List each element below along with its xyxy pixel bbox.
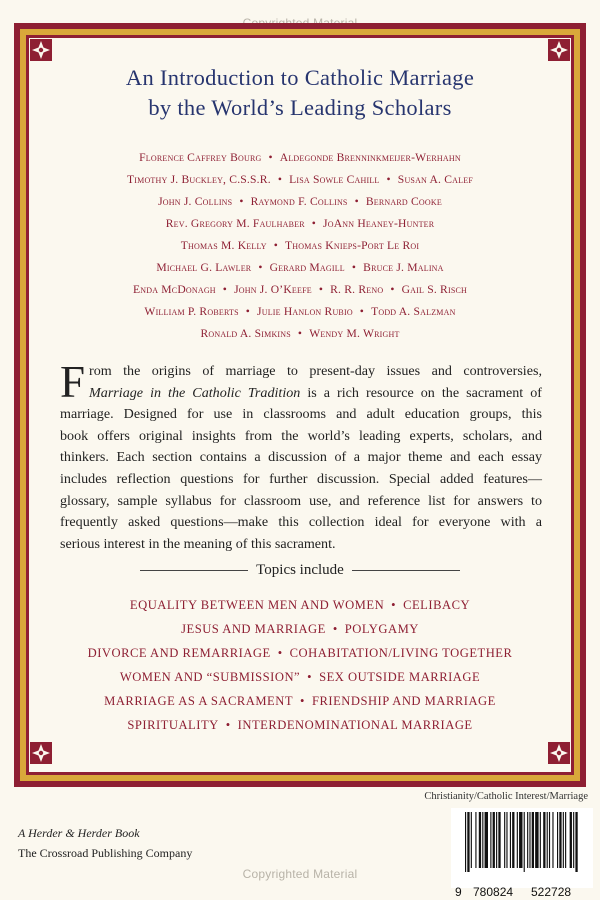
- contributor-name: John J. O’Keefe: [234, 283, 312, 296]
- contributor-name: Bernard Cooke: [365, 195, 442, 208]
- bullet-separator: •: [354, 195, 359, 208]
- divider: [352, 570, 460, 571]
- topics-row: [44, 689, 556, 713]
- contributor-name: Aldegonde Brenninkmeijer-Werhahn: [279, 151, 461, 164]
- description-line: frequently asked questions—make this collection ideal for everyone with a: [60, 514, 542, 531]
- contributor-name: Wendy M. Wright: [309, 327, 400, 340]
- topic-item: COHABITATION/LIVING TOGETHER: [289, 646, 513, 660]
- bullet-separator: •: [307, 670, 313, 684]
- contributor-name: Thomas Knieps-Port Le Roi: [285, 239, 420, 252]
- topic-item: DIVORCE AND REMARRIAGE: [87, 646, 271, 660]
- topics-row: [44, 665, 556, 689]
- contributor-name: Timothy J. Buckley, C.S.S.R.: [127, 173, 271, 186]
- headline-line: An Introduction to Catholic Marriage: [125, 65, 475, 90]
- bullet-separator: •: [351, 261, 357, 274]
- bullet-separator: •: [359, 305, 365, 318]
- description-line: book offers original insights from the world’s leading experts, scholars, and: [60, 427, 542, 444]
- bullet-separator: •: [258, 261, 263, 274]
- description-line: glossary, sample syllabus for classroom use, and reference list for answers to: [60, 492, 542, 509]
- contributor-name: Lisa Sowle Cahill: [289, 173, 380, 186]
- topic-item: FRIENDSHIP AND MARRIAGE: [311, 694, 496, 708]
- contributors-row: [44, 257, 556, 279]
- contributor-name: Florence Caffrey Bourg: [139, 151, 262, 164]
- bullet-separator: •: [245, 305, 251, 318]
- contributor-name: Thomas M. Kelly: [180, 239, 267, 252]
- bullet-separator: •: [225, 718, 231, 732]
- contributors-row: [44, 323, 556, 345]
- contributor-name: William P. Roberts: [144, 305, 239, 318]
- topics-heading-label: Topics include: [256, 562, 344, 578]
- corner-ornament-icon: [548, 39, 570, 61]
- barcode-lead-digit: 9: [455, 885, 462, 899]
- contributor-name: Gail S. Risch: [401, 283, 468, 296]
- watermark-bottom: Copyrighted Material: [242, 867, 358, 881]
- publisher-block: [18, 823, 192, 863]
- bullet-separator: •: [332, 622, 338, 636]
- topic-item: SPIRITUALITY: [127, 718, 219, 732]
- bullet-separator: •: [300, 694, 305, 708]
- contributor-name: JoAnn Heaney-Hunter: [323, 217, 435, 230]
- contributor-name: Michael G. Lawler: [156, 261, 252, 274]
- bullet-separator: •: [318, 283, 324, 296]
- category-label: Christianity/Catholic Interest/Marriage: [424, 791, 588, 802]
- bullet-separator: •: [277, 646, 283, 660]
- topic-item: MARRIAGE AS A SACRAMENT: [104, 694, 294, 708]
- topics-list: [44, 593, 556, 737]
- contributor-name: Gerard Magill: [269, 261, 345, 274]
- contributor-name: Ronald A. Simkins: [200, 327, 291, 340]
- corner-ornament-icon: [548, 742, 570, 764]
- contributors-row: [44, 147, 556, 169]
- topic-item: CELIBACY: [403, 598, 471, 612]
- bullet-separator: •: [386, 173, 391, 186]
- divider: [140, 570, 248, 571]
- bullet-separator: •: [222, 283, 228, 296]
- corner-ornament-icon: [30, 742, 52, 764]
- description-line: thinkers. Each section contains a discussion of a major theme and each essay: [60, 449, 542, 466]
- contributor-name: Raymond F. Collins: [250, 195, 348, 208]
- bullet-separator: •: [390, 283, 395, 296]
- topics-heading: [40, 562, 560, 579]
- description-text: rom the origins of marriage to present-day issues and controversies,: [89, 363, 542, 379]
- contributors-row: [44, 213, 556, 235]
- topic-item: SEX OUTSIDE MARRIAGE: [319, 670, 481, 684]
- corner-ornament-icon: [30, 39, 52, 61]
- contributor-name: Bruce J. Malina: [363, 261, 444, 274]
- contributor-name: R. R. Reno: [330, 283, 384, 296]
- contributors-list: [44, 147, 556, 345]
- bullet-separator: •: [239, 195, 244, 208]
- contributors-row: [44, 191, 556, 213]
- contributor-name: John J. Collins: [158, 195, 233, 208]
- headline-line: by the World’s Leading Scholars: [148, 95, 452, 120]
- topics-row: [44, 713, 556, 737]
- topic-item: POLYGAMY: [344, 622, 419, 636]
- contributor-name: Rev. Gregory M. Faulhaber: [165, 217, 305, 230]
- barcode-digits: 522728: [531, 885, 572, 899]
- contributors-row: [44, 235, 556, 257]
- barcode-icon: [451, 808, 593, 872]
- imprint: A Herder & Herder Book: [18, 826, 140, 840]
- bullet-separator: •: [391, 598, 397, 612]
- topic-item: INTERDENOMINATIONAL MARRIAGE: [237, 718, 473, 732]
- bullet-separator: •: [277, 173, 283, 186]
- description-line: marriage. Designed for use in classrooms and adult education groups, this: [60, 406, 542, 423]
- bullet-separator: •: [268, 151, 273, 164]
- topic-item: EQUALITY BETWEEN MEN AND WOMEN: [129, 598, 385, 612]
- contributors-row: [44, 169, 556, 191]
- barcode-digits: 780824: [473, 885, 514, 899]
- drop-cap: F: [60, 357, 86, 407]
- contributors-row: [44, 301, 556, 323]
- contributors-row: [44, 279, 556, 301]
- description-line: includes reflection questions for further discussion. Special added features—: [60, 470, 542, 487]
- topics-row: [44, 617, 556, 641]
- topic-item: JESUS AND MARRIAGE: [181, 622, 326, 636]
- bullet-separator: •: [273, 239, 278, 252]
- book-description: [60, 357, 542, 555]
- contributor-name: Julie Hanlon Rubio: [257, 305, 353, 318]
- topics-row: [44, 593, 556, 617]
- description-text: is a rich resource on the sacrament of: [300, 384, 542, 401]
- book-title: Marriage in the Catholic Tradition: [89, 384, 301, 401]
- contributor-name: Todd A. Salzman: [371, 305, 456, 318]
- bullet-separator: •: [297, 327, 303, 340]
- headline: [40, 63, 560, 123]
- topic-item: WOMEN AND “SUBMISSION”: [119, 670, 301, 684]
- publisher-name: The Crossroad Publishing Company: [18, 846, 193, 860]
- contributor-name: Enda McDonagh: [132, 283, 216, 296]
- bullet-separator: •: [311, 217, 316, 230]
- description-line: serious interest in the meaning of this sacrament.: [60, 535, 336, 552]
- contributor-name: Susan A. Calef: [397, 173, 473, 186]
- topics-row: [44, 641, 556, 665]
